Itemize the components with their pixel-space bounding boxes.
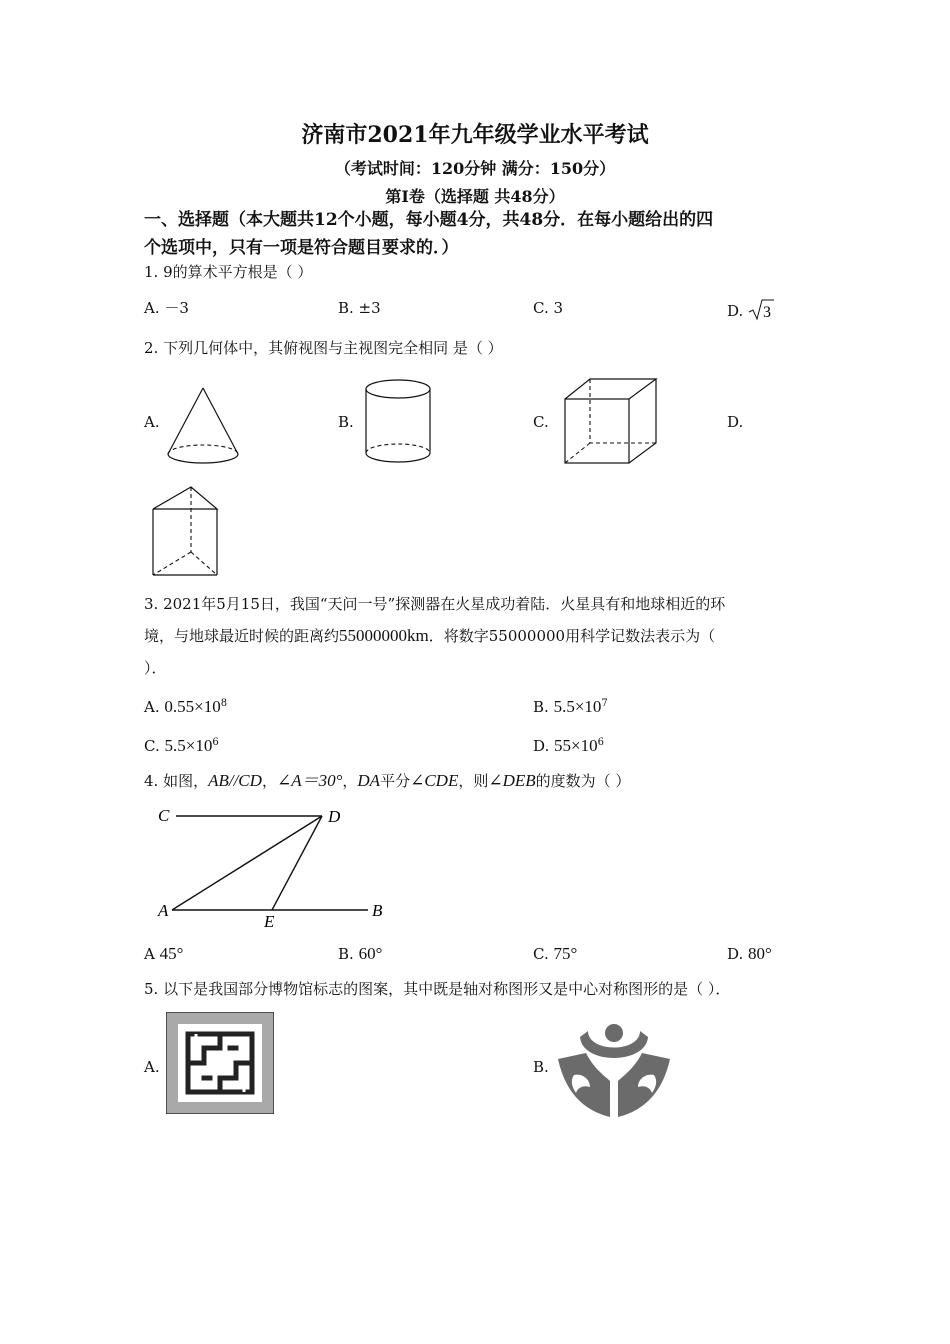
q4-option-c-label: C. (533, 945, 549, 963)
q1-option-a: A. －3 (144, 299, 189, 317)
q4-option-a-value: 45° (159, 944, 184, 963)
q1-option-c: C. 3 (533, 299, 564, 317)
page-title: 济南市2021年九年级学业水平考试 (301, 122, 649, 148)
q3-option-a-base: 0.55×10 (164, 697, 221, 716)
q1-option-b: B. ±3 (338, 299, 381, 317)
q4-text-tail: 的度数为（ ） (535, 772, 631, 790)
section-heading (144, 206, 824, 262)
cylinder-figure (360, 377, 450, 469)
q3-option-a-label: A. (144, 698, 160, 716)
museum-logo-b-icon (556, 1023, 672, 1119)
q4-option-b (338, 944, 382, 964)
q3-option-a (144, 694, 227, 717)
q1-sqrt-radicand: 3 (763, 304, 772, 321)
q4-option-d-value: 80° (748, 944, 772, 963)
q4-geometry-figure (150, 800, 390, 932)
volume-heading: 第Ⅰ卷（选择题 共48分） (385, 187, 565, 206)
q3-stem-line2 (144, 626, 715, 646)
q4-text-then: ，则 (458, 772, 489, 790)
label-d: D (328, 807, 341, 826)
q1-option-d (727, 298, 774, 322)
q3-option-c (144, 733, 219, 756)
label-b: B (372, 901, 383, 920)
label-a: A (158, 901, 169, 920)
cone-figure (162, 385, 244, 467)
q3-stem-line3: ）． (144, 659, 167, 677)
q2-option-a: A. (144, 413, 160, 431)
q3-stem-line2-a: 境，与地球最近时候的距离约 (144, 627, 340, 645)
q3-option-a-exp: 8 (220, 698, 228, 709)
q5-option-b: B. (533, 1058, 549, 1076)
q1-option-d-label: D. (727, 302, 744, 320)
q2-option-b: B. (338, 413, 354, 431)
q4-option-b-value: 60° (358, 944, 383, 963)
museum-logo-a-icon (166, 1012, 274, 1114)
q4-sep1: ， (261, 772, 277, 790)
exam-info: （考试时间：120分钟 满分：150分） (334, 159, 616, 178)
q4-option-c (533, 944, 577, 964)
q3-option-b-base: 5.5×10 (553, 697, 602, 716)
q4-option-b-label: B. (338, 945, 354, 963)
q4-option-d-label: D. (727, 945, 744, 963)
q5-option-a: A. (144, 1058, 160, 1076)
q4-option-d (727, 944, 772, 964)
q3-option-d (533, 733, 604, 756)
q3-stem-line2-b: ．将数字55000000用科学记数法表示为（ (428, 627, 716, 645)
q3-option-c-base: 5.5×10 (164, 736, 213, 755)
q4-expr-parallel: AB//CD (208, 771, 262, 790)
q2-option-d: D. (727, 413, 744, 431)
q4-text-bisect: 平分 (380, 772, 411, 790)
q3-option-b (533, 694, 608, 717)
q4-expr-da: DA (357, 771, 381, 790)
cube-figure (560, 375, 662, 469)
q4-stem-a: 4. 如图， (144, 772, 209, 790)
sqrt-sign-icon (748, 298, 774, 322)
label-c: C (158, 806, 170, 825)
section-heading-line2: 个选项中，只有一项是符合题目要求的．） (144, 238, 459, 258)
q1-stem: 1. 9的算术平方根是（ ） (144, 263, 313, 281)
q4-option-a (144, 944, 183, 964)
q4-sep2: ， (342, 772, 358, 790)
q3-stem-line1: 3. 2021年5月15日，我国“天问一号”探测器在火星成功着陆．火星具有和地球相近的环 (144, 595, 726, 613)
q2-option-c: C. (533, 413, 549, 431)
q3-option-b-exp: 7 (601, 698, 608, 709)
q3-distance: 55000000km (339, 626, 429, 645)
q3-option-c-exp: 6 (212, 737, 219, 748)
q3-option-b-label: B. (533, 698, 549, 716)
section-heading-line1: 一、选择题（本大题共12个小题，每小题4分，共48分．在每小题给出的四 (144, 210, 714, 230)
q3-option-d-label: D. (533, 737, 550, 755)
q3-option-c-label: C. (144, 737, 160, 755)
q4-expr-angle-a: ∠A＝30° (276, 771, 343, 790)
q4-option-a-label: A (144, 945, 155, 963)
q4-expr-cde: ∠CDE (410, 771, 459, 790)
q3-option-d-base: 55×10 (554, 736, 598, 755)
q2-stem: 2. 下列几何体中，其俯视图与主视图完全相同 是（ ） (144, 339, 503, 357)
label-e: E (264, 912, 275, 931)
q4-option-c-value: 75° (553, 944, 578, 963)
q3-option-d-exp: 6 (597, 737, 605, 748)
q4-stem (144, 771, 630, 791)
q5-stem: 5. 以下是我国部分博物馆标志的图案，其中既是轴对称图形又是中心对称图形的是（ ）． (144, 980, 731, 998)
prism-figure (148, 484, 222, 580)
q4-expr-deb: ∠DEB (488, 771, 536, 790)
